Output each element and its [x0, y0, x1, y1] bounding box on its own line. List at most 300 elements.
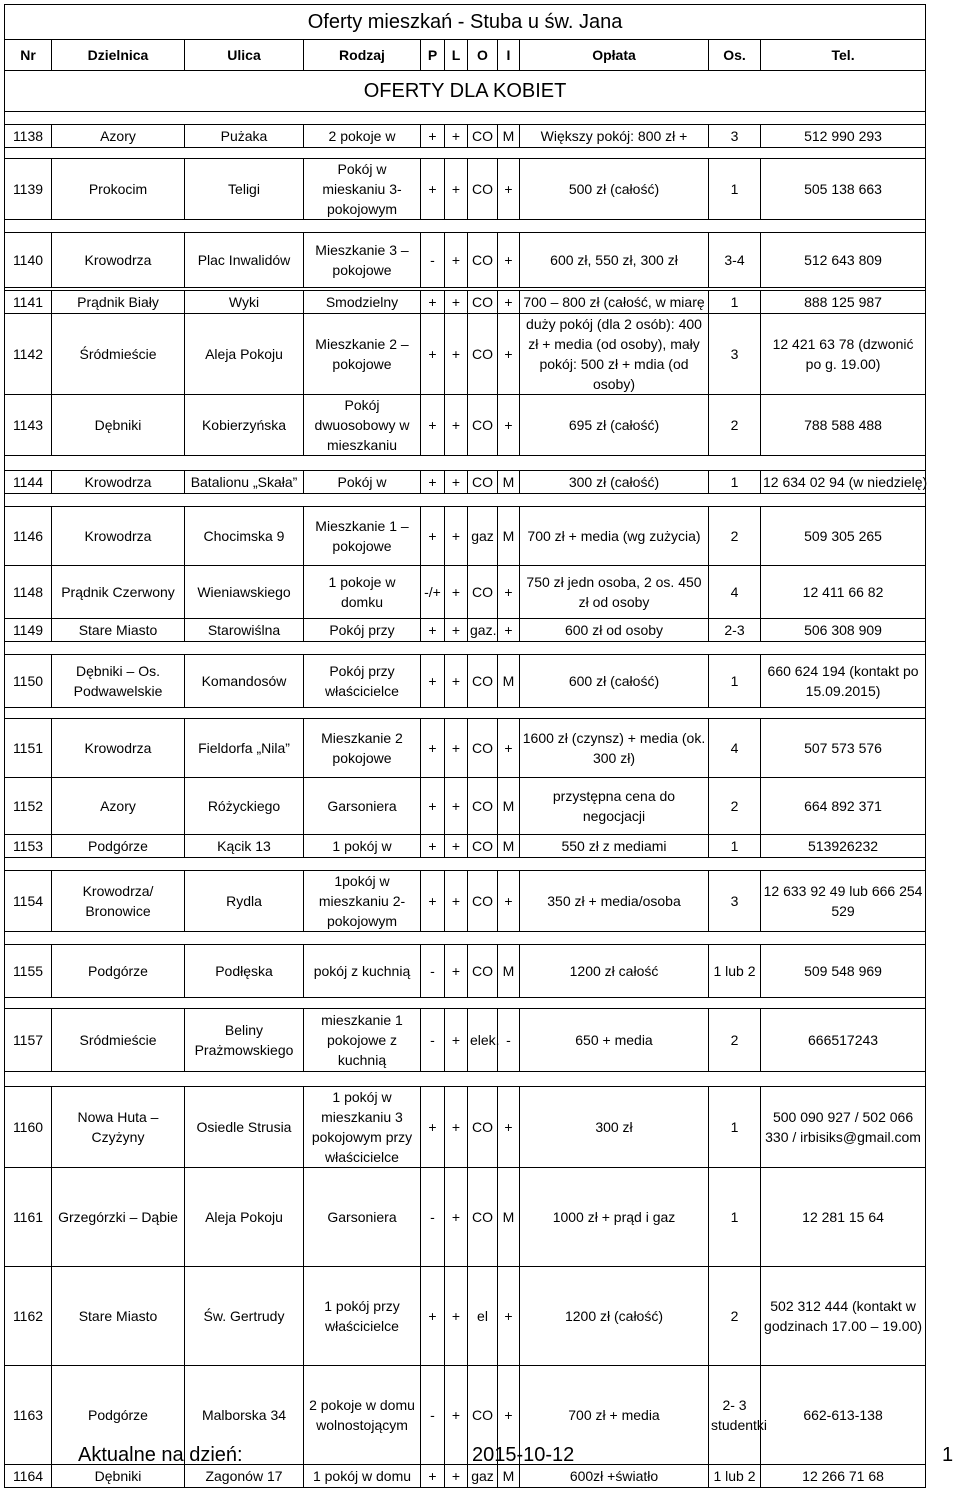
cell-p: + — [421, 471, 445, 494]
cell-nr: 1162 — [5, 1267, 52, 1366]
cell-ulica: Aleja Pokoju — [185, 1168, 304, 1267]
cell-p: - — [421, 1009, 445, 1072]
cell-ulica: Chocimska 9 — [185, 507, 304, 566]
row-spacer — [5, 456, 926, 471]
cell-p: -/+ — [421, 566, 445, 619]
cell-oplata: 1600 zł (czynsz) + media (ok. 300 zł) — [520, 719, 709, 778]
table-row — [5, 778, 926, 835]
cell-dzielnica: Stare Miasto — [52, 1267, 185, 1366]
cell-o: CO — [468, 471, 498, 494]
table-row — [5, 1087, 926, 1168]
table-row — [5, 566, 926, 619]
cell-o: CO — [468, 314, 498, 395]
cell-rodzaj: Pokój przy — [304, 619, 421, 642]
cell-os: 2 — [709, 507, 761, 566]
cell-os: 1 — [709, 1087, 761, 1168]
footer-date: 2015-10-12 — [472, 1444, 575, 1466]
cell-nr: 1144 — [5, 471, 52, 494]
cell-ulica: Plac Inwalidów — [185, 233, 304, 288]
table-row — [5, 125, 926, 148]
cell-dzielnica: Prokocim — [52, 159, 185, 220]
cell-nr: 1164 — [5, 1465, 52, 1488]
cell-dzielnica: Krowodrza/ Bronowice — [52, 871, 185, 932]
cell-rodzaj: 2 pokoje w domu wolnostojącym — [304, 1366, 421, 1465]
table-row — [5, 619, 926, 642]
cell-tel: 509 305 265 — [761, 507, 926, 566]
table-row — [5, 945, 926, 998]
row-spacer — [5, 858, 926, 871]
cell-oplata: 1000 zł + prąd i gaz — [520, 1168, 709, 1267]
table-row — [5, 719, 926, 778]
table-row — [5, 159, 926, 220]
cell-ulica: Zagonów 17 — [185, 1465, 304, 1488]
cell-p: - — [421, 1366, 445, 1465]
row-spacer — [5, 494, 926, 507]
cell-tel: 666517243 — [761, 1009, 926, 1072]
cell-i: M — [498, 1168, 520, 1267]
cell-dzielnica: Dębniki – Os. Podwawelskie — [52, 655, 185, 708]
cell-tel: 509 548 969 — [761, 945, 926, 998]
cell-nr: 1161 — [5, 1168, 52, 1267]
cell-oplata: 1200 zł całość — [520, 945, 709, 998]
cell-p: + — [421, 125, 445, 148]
cell-o: CO — [468, 159, 498, 220]
offers-sheet — [4, 4, 928, 1488]
cell-nr: 1143 — [5, 395, 52, 456]
cell-rodzaj: pokój z kuchnią — [304, 945, 421, 998]
cell-o: CO — [468, 719, 498, 778]
cell-oplata: 650 + media — [520, 1009, 709, 1072]
cell-p: - — [421, 945, 445, 998]
cell-p: + — [421, 778, 445, 835]
cell-os: 1 — [709, 1168, 761, 1267]
cell-os: 3 — [709, 314, 761, 395]
cell-ulica: Podłęska — [185, 945, 304, 998]
cell-i: - — [498, 1009, 520, 1072]
cell-tel: 12 634 02 94 (w niedzielę) — [761, 471, 926, 494]
cell-dzielnica: Podgórze — [52, 945, 185, 998]
cell-rodzaj: Garsoniera — [304, 778, 421, 835]
cell-dzielnica: Nowa Huta – Czyżyny — [52, 1087, 185, 1168]
cell-rodzaj: 2 pokoje w — [304, 125, 421, 148]
cell-i: + — [498, 871, 520, 932]
cell-oplata: 600 zł od osoby — [520, 619, 709, 642]
cell-dzielnica: Azory — [52, 125, 185, 148]
cell-o: gaz — [468, 507, 498, 566]
cell-i: + — [498, 1087, 520, 1168]
cell-dzielnica: Prądnik Czerwony — [52, 566, 185, 619]
section-title: OFERTY DLA KOBIET — [5, 71, 926, 112]
cell-i: M — [498, 1465, 520, 1488]
cell-dzielnica: Krowodrza — [52, 719, 185, 778]
cell-l: + — [445, 125, 468, 148]
cell-oplata: 700 – 800 zł (całość, w miarę — [520, 291, 709, 314]
cell-ulica: Kobierzyńska — [185, 395, 304, 456]
row-spacer — [5, 148, 926, 159]
cell-os: 2-3 — [709, 619, 761, 642]
row-spacer — [5, 1072, 926, 1087]
cell-oplata: 600 zł (całość) — [520, 655, 709, 708]
cell-dzielnica: Stare Miasto — [52, 619, 185, 642]
col-header-os: Os. — [709, 40, 761, 71]
cell-dzielnica: Krowodrza — [52, 233, 185, 288]
cell-os: 2 — [709, 1009, 761, 1072]
cell-p: + — [421, 291, 445, 314]
cell-l: + — [445, 719, 468, 778]
cell-ulica: Wieniawskiego — [185, 566, 304, 619]
cell-p: + — [421, 507, 445, 566]
col-header-p: P — [421, 40, 445, 71]
table-row — [5, 835, 926, 858]
cell-l: + — [445, 1087, 468, 1168]
cell-os: 2 — [709, 395, 761, 456]
cell-i: + — [498, 719, 520, 778]
cell-os: 1 lub 2 — [709, 1465, 761, 1488]
cell-rodzaj: Mieszkanie 3 – pokojowe — [304, 233, 421, 288]
cell-o: CO — [468, 1087, 498, 1168]
cell-rodzaj: Smodzielny — [304, 291, 421, 314]
cell-i: + — [498, 395, 520, 456]
cell-p: + — [421, 1465, 445, 1488]
cell-oplata: duży pokój (dla 2 osób): 400 zł + media (od osoby), mały pokój: 500 zł + mdia (od osoby) — [520, 314, 709, 395]
cell-tel: 12 281 15 64 — [761, 1168, 926, 1267]
table-row — [5, 1168, 926, 1267]
table-row — [5, 314, 926, 395]
cell-tel: 662-613-138 — [761, 1366, 926, 1465]
cell-nr: 1148 — [5, 566, 52, 619]
header-row — [5, 40, 926, 71]
cell-rodzaj: mieszkanie 1 pokojowe z kuchnią — [304, 1009, 421, 1072]
cell-i: M — [498, 125, 520, 148]
cell-i: + — [498, 233, 520, 288]
cell-i: + — [498, 566, 520, 619]
cell-oplata: 550 zł z mediami — [520, 835, 709, 858]
cell-o: CO — [468, 655, 498, 708]
cell-nr: 1160 — [5, 1087, 52, 1168]
cell-ulica: Teligi — [185, 159, 304, 220]
table-row — [5, 471, 926, 494]
cell-o: CO — [468, 233, 498, 288]
cell-dzielnica: Krowodrza — [52, 507, 185, 566]
cell-i: M — [498, 945, 520, 998]
cell-tel: 512 643 809 — [761, 233, 926, 288]
cell-tel: 513926232 — [761, 835, 926, 858]
cell-tel: 512 990 293 — [761, 125, 926, 148]
cell-l: + — [445, 1267, 468, 1366]
cell-o: CO — [468, 1366, 498, 1465]
cell-o: gaz. — [468, 619, 498, 642]
cell-l: + — [445, 507, 468, 566]
cell-i: M — [498, 835, 520, 858]
cell-tel: 507 573 576 — [761, 719, 926, 778]
cell-o: CO — [468, 778, 498, 835]
cell-p: + — [421, 314, 445, 395]
table-row — [5, 1465, 926, 1488]
cell-oplata: 1200 zł (całość) — [520, 1267, 709, 1366]
cell-p: + — [421, 395, 445, 456]
spacer-cell — [5, 112, 926, 125]
row-spacer — [5, 220, 926, 233]
cell-ulica: Św. Gertrudy — [185, 1267, 304, 1366]
cell-oplata: 500 zł (całość) — [520, 159, 709, 220]
cell-l: + — [445, 835, 468, 858]
cell-os: 1 lub 2 — [709, 945, 761, 998]
cell-nr: 1140 — [5, 233, 52, 288]
cell-tel: 12 421 63 78 (dzwonić po g. 19.00) — [761, 314, 926, 395]
cell-rodzaj: 1 pokój w mieszkaniu 3 pokojowym przy właścicielce — [304, 1087, 421, 1168]
cell-os: 1 — [709, 835, 761, 858]
cell-l: + — [445, 1366, 468, 1465]
cell-nr: 1155 — [5, 945, 52, 998]
cell-p: + — [421, 719, 445, 778]
cell-oplata: 300 zł — [520, 1087, 709, 1168]
cell-dzielnica: Krowodrza — [52, 471, 185, 494]
spacer-cell — [5, 932, 926, 945]
table-row — [5, 655, 926, 708]
cell-ulica: Różyckiego — [185, 778, 304, 835]
table-row — [5, 1009, 926, 1072]
spacer-cell — [5, 1072, 926, 1087]
cell-ulica: Batalionu „Skała” — [185, 471, 304, 494]
cell-nr: 1149 — [5, 619, 52, 642]
cell-ulica: Fieldorfa „Nila” — [185, 719, 304, 778]
table-row — [5, 291, 926, 314]
cell-l: + — [445, 1465, 468, 1488]
cell-os: 4 — [709, 719, 761, 778]
cell-i: + — [498, 1366, 520, 1465]
cell-i: M — [498, 655, 520, 708]
cell-tel: 12 633 92 49 lub 666 254 529 — [761, 871, 926, 932]
cell-p: + — [421, 1087, 445, 1168]
cell-l: + — [445, 159, 468, 220]
cell-rodzaj: Mieszkanie 2 – pokojowe — [304, 314, 421, 395]
cell-nr: 1157 — [5, 1009, 52, 1072]
cell-oplata: 750 zł jedn osoba, 2 os. 450 zł od osoby — [520, 566, 709, 619]
cell-i: + — [498, 619, 520, 642]
cell-nr: 1146 — [5, 507, 52, 566]
cell-o: CO — [468, 395, 498, 456]
cell-nr: 1154 — [5, 871, 52, 932]
cell-i: M — [498, 507, 520, 566]
cell-p: - — [421, 233, 445, 288]
cell-o: elek. — [468, 1009, 498, 1072]
cell-rodzaj: 1 pokój w domu — [304, 1465, 421, 1488]
cell-dzielnica: Śródmieście — [52, 314, 185, 395]
cell-dzielnica: Azory — [52, 778, 185, 835]
cell-rodzaj: Mieszkanie 2 pokojowe — [304, 719, 421, 778]
cell-l: + — [445, 778, 468, 835]
col-header-rodzaj: Rodzaj — [304, 40, 421, 71]
cell-i: M — [498, 778, 520, 835]
spacer-cell — [5, 220, 926, 233]
cell-os: 3 — [709, 125, 761, 148]
cell-os: 3 — [709, 871, 761, 932]
footer — [0, 1438, 960, 1466]
cell-dzielnica: Sródmieście — [52, 1009, 185, 1072]
page-title: Oferty mieszkań - Stuba u św. Jana — [5, 5, 926, 40]
cell-o: CO — [468, 566, 498, 619]
row-spacer — [5, 708, 926, 719]
spacer-cell — [5, 494, 926, 507]
cell-p: + — [421, 835, 445, 858]
cell-i: + — [498, 314, 520, 395]
cell-os: 1 — [709, 471, 761, 494]
cell-tel: 788 588 488 — [761, 395, 926, 456]
cell-tel: 502 312 444 (kontakt w godzinach 17.00 – 19.00) — [761, 1267, 926, 1366]
cell-oplata: 600 zł, 550 zł, 300 zł — [520, 233, 709, 288]
col-header-l: L — [445, 40, 468, 71]
cell-rodzaj: Pokój dwuosobowy w mieszkaniu — [304, 395, 421, 456]
footer-page-number: 1 — [942, 1444, 954, 1466]
cell-o: CO — [468, 125, 498, 148]
cell-dzielnica: Grzegórzki – Dąbie — [52, 1168, 185, 1267]
cell-os: 2 — [709, 778, 761, 835]
cell-dzielnica: Podgórze — [52, 835, 185, 858]
cell-ulica: Starowiślna — [185, 619, 304, 642]
col-header-ulica: Ulica — [185, 40, 304, 71]
col-header-dzielnica: Dzielnica — [52, 40, 185, 71]
cell-rodzaj: Pokój w — [304, 471, 421, 494]
cell-l: + — [445, 619, 468, 642]
spacer-cell — [5, 708, 926, 719]
col-header-tel: Tel. — [761, 40, 926, 71]
cell-i: + — [498, 1267, 520, 1366]
cell-tel: 12 266 71 68 — [761, 1465, 926, 1488]
cell-oplata: Większy pokój: 800 zł + — [520, 125, 709, 148]
cell-l: + — [445, 566, 468, 619]
cell-oplata: 695 zł (całość) — [520, 395, 709, 456]
cell-ulica: Osiedle Strusia — [185, 1087, 304, 1168]
cell-l: + — [445, 314, 468, 395]
row-spacer — [5, 112, 926, 125]
cell-i: M — [498, 471, 520, 494]
cell-nr: 1150 — [5, 655, 52, 708]
col-header-oplata: Opłata — [520, 40, 709, 71]
cell-l: + — [445, 291, 468, 314]
cell-oplata: 350 zł + media/osoba — [520, 871, 709, 932]
cell-dzielnica: Prądnik Biały — [52, 291, 185, 314]
table-row — [5, 507, 926, 566]
cell-ulica: Komandosów — [185, 655, 304, 708]
cell-ulica: Beliny Prażmowskiego — [185, 1009, 304, 1072]
cell-oplata: 700 zł + media — [520, 1366, 709, 1465]
table-row — [5, 871, 926, 932]
cell-i: + — [498, 291, 520, 314]
cell-ulica: Aleja Pokoju — [185, 314, 304, 395]
spacer-cell — [5, 642, 926, 655]
spacer-cell — [5, 998, 926, 1009]
cell-os: 3-4 — [709, 233, 761, 288]
cell-tel: 888 125 987 — [761, 291, 926, 314]
cell-o: CO — [468, 835, 498, 858]
cell-os: 1 — [709, 291, 761, 314]
spacer-cell — [5, 148, 926, 159]
cell-oplata: przystępna cena do negocjacji — [520, 778, 709, 835]
footer-label: Aktualne na dzień: — [78, 1444, 243, 1466]
cell-nr: 1163 — [5, 1366, 52, 1465]
cell-i: + — [498, 159, 520, 220]
cell-l: + — [445, 871, 468, 932]
cell-l: + — [445, 655, 468, 708]
cell-nr: 1142 — [5, 314, 52, 395]
cell-p: + — [421, 159, 445, 220]
cell-tel: 12 411 66 82 — [761, 566, 926, 619]
cell-rodzaj: 1 pokój przy właścicielce — [304, 1267, 421, 1366]
table-row — [5, 395, 926, 456]
cell-o: CO — [468, 945, 498, 998]
row-spacer — [5, 932, 926, 945]
cell-ulica: Rydla — [185, 871, 304, 932]
cell-o: CO — [468, 291, 498, 314]
cell-l: + — [445, 1168, 468, 1267]
col-header-nr: Nr — [5, 40, 52, 71]
cell-l: + — [445, 471, 468, 494]
cell-os: 2- 3 studentki — [709, 1366, 761, 1465]
cell-o: gaz — [468, 1465, 498, 1488]
cell-p: + — [421, 655, 445, 708]
cell-tel: 506 308 909 — [761, 619, 926, 642]
cell-l: + — [445, 395, 468, 456]
offers-table — [4, 4, 926, 1488]
cell-p: + — [421, 619, 445, 642]
table-row — [5, 1267, 926, 1366]
cell-rodzaj: 1 pokoje w domku — [304, 566, 421, 619]
cell-rodzaj: 1 pokój w — [304, 835, 421, 858]
cell-nr: 1151 — [5, 719, 52, 778]
cell-rodzaj: Garsoniera — [304, 1168, 421, 1267]
cell-dzielnica: Dębniki — [52, 395, 185, 456]
cell-nr: 1141 — [5, 291, 52, 314]
cell-o: CO — [468, 871, 498, 932]
cell-ulica: Wyki — [185, 291, 304, 314]
spacer-cell — [5, 456, 926, 471]
cell-oplata: 700 zł + media (wg zużycia) — [520, 507, 709, 566]
cell-os: 2 — [709, 1267, 761, 1366]
cell-rodzaj: Pokój w mieskaniu 3-pokojowym — [304, 159, 421, 220]
col-header-i: I — [498, 40, 520, 71]
cell-tel: 664 892 371 — [761, 778, 926, 835]
cell-ulica: Kącik 13 — [185, 835, 304, 858]
cell-oplata: 600zł +światło — [520, 1465, 709, 1488]
cell-l: + — [445, 1009, 468, 1072]
cell-l: + — [445, 945, 468, 998]
cell-ulica: Malborska 34 — [185, 1366, 304, 1465]
cell-o: el — [468, 1267, 498, 1366]
cell-p: + — [421, 871, 445, 932]
cell-p: + — [421, 1267, 445, 1366]
cell-nr: 1153 — [5, 835, 52, 858]
cell-p: - — [421, 1168, 445, 1267]
cell-l: + — [445, 233, 468, 288]
cell-rodzaj: Mieszkanie 1 – pokojowe — [304, 507, 421, 566]
cell-ulica: Pużaka — [185, 125, 304, 148]
cell-tel: 505 138 663 — [761, 159, 926, 220]
cell-os: 4 — [709, 566, 761, 619]
cell-oplata: 300 zł (całość) — [520, 471, 709, 494]
cell-rodzaj: 1pokój w mieszkaniu 2-pokojowym — [304, 871, 421, 932]
table-row — [5, 233, 926, 288]
cell-os: 1 — [709, 159, 761, 220]
cell-dzielnica: Podgórze — [52, 1366, 185, 1465]
col-header-o: O — [468, 40, 498, 71]
spacer-cell — [5, 858, 926, 871]
cell-tel: 500 090 927 / 502 066 330 / irbisiks@gmail.com — [761, 1087, 926, 1168]
cell-dzielnica: Dębniki — [52, 1465, 185, 1488]
cell-nr: 1138 — [5, 125, 52, 148]
cell-nr: 1152 — [5, 778, 52, 835]
cell-tel: 660 624 194 (kontakt po 15.09.2015) — [761, 655, 926, 708]
row-spacer — [5, 642, 926, 655]
